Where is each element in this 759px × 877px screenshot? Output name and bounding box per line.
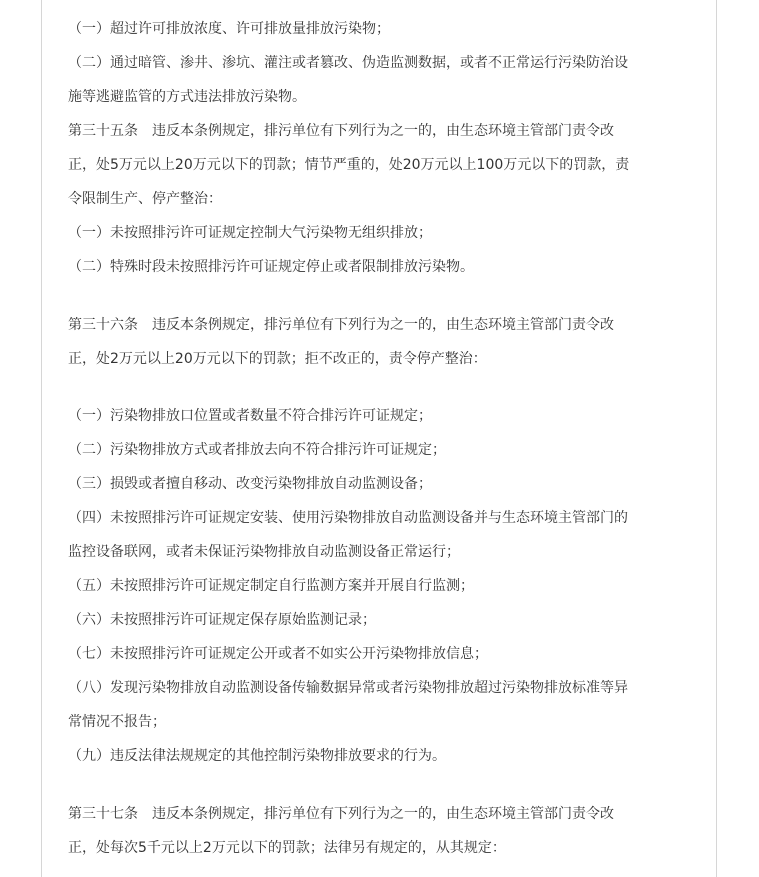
text-line: （一）超过许可排放浓度、许可排放量排放污染物；	[68, 21, 390, 37]
text-line: 第三十六条 违反本条例规定，排污单位有下列行为之一的，由生态环境主管部门责令改	[68, 317, 614, 333]
text-line: （五）未按照排污许可证规定制定自行监测方案并开展自行监测；	[68, 578, 474, 594]
paragraph-item-11	[68, 637, 698, 671]
text-line: （二）特殊时段未按照排污许可证规定停止或者限制排放污染物。	[68, 259, 474, 275]
paragraph-item-5	[68, 399, 698, 433]
paragraph-item-3	[68, 216, 698, 250]
paragraph-item-13	[68, 739, 698, 773]
text-line: （二）通过暗管、渗井、渗坑、灌注或者篡改、伪造监测数据，或者不正常运行污染防治设	[68, 55, 628, 71]
paragraph-item-9	[68, 569, 698, 603]
text-line: 第三十七条 违反本条例规定，排污单位有下列行为之一的，由生态环境主管部门责令改	[68, 806, 614, 822]
text-line: 正，处5万元以上20万元以下的罚款；情节严重的，处20万元以上100万元以下的罚款，责	[68, 157, 630, 173]
text-line: 令限制生产、停产整治：	[68, 191, 222, 207]
paragraph-item-7	[68, 467, 698, 501]
text-line: 常情况不报告；	[68, 714, 166, 730]
paragraph-item-10	[68, 603, 698, 637]
text-line: 第三十五条 违反本条例规定，排污单位有下列行为之一的，由生态环境主管部门责令改	[68, 123, 614, 139]
text-line: （九）违反法律法规规定的其他控制污染物排放要求的行为。	[68, 748, 446, 764]
text-line: （四）未按照排污许可证规定安装、使用污染物排放自动监测设备并与生态环境主管部门的	[68, 510, 628, 526]
text-line: （一）污染物排放口位置或者数量不符合排污许可证规定；	[68, 408, 432, 424]
text-line: 正，处2万元以上20万元以下的罚款；拒不改正的，责令停产整治：	[68, 351, 487, 367]
text-line: （八）发现污染物排放自动监测设备传输数据异常或者污染物排放超过污染物排放标准等异	[68, 680, 628, 696]
paragraph-item-2	[68, 46, 698, 114]
text-line: 监控设备联网，或者未保证污染物排放自动监测设备正常运行；	[68, 544, 460, 560]
paragraph-item-4	[68, 250, 698, 284]
paragraph-item-6	[68, 433, 698, 467]
text-line: （六）未按照排污许可证规定保存原始监测记录；	[68, 612, 376, 628]
text-line: （七）未按照排污许可证规定公开或者不如实公开污染物排放信息；	[68, 646, 488, 662]
text-line: （三）损毁或者擅自移动、改变污染物排放自动监测设备；	[68, 476, 432, 492]
article-35	[68, 114, 698, 216]
text-line: 正，处每次5千元以上2万元以下的罚款；法律另有规定的，从其规定：	[68, 840, 506, 856]
paragraph-item-8	[68, 501, 698, 569]
text-line: （一）未按照排污许可证规定控制大气污染物无组织排放；	[68, 225, 432, 241]
paragraph-item-12	[68, 671, 698, 739]
text-line: （二）污染物排放方式或者排放去向不符合排污许可证规定；	[68, 442, 446, 458]
article-37	[68, 797, 698, 865]
paragraph-item-1	[68, 12, 698, 46]
article-36	[68, 308, 698, 376]
text-line: 施等逃避监管的方式违法排放污染物。	[68, 89, 306, 105]
